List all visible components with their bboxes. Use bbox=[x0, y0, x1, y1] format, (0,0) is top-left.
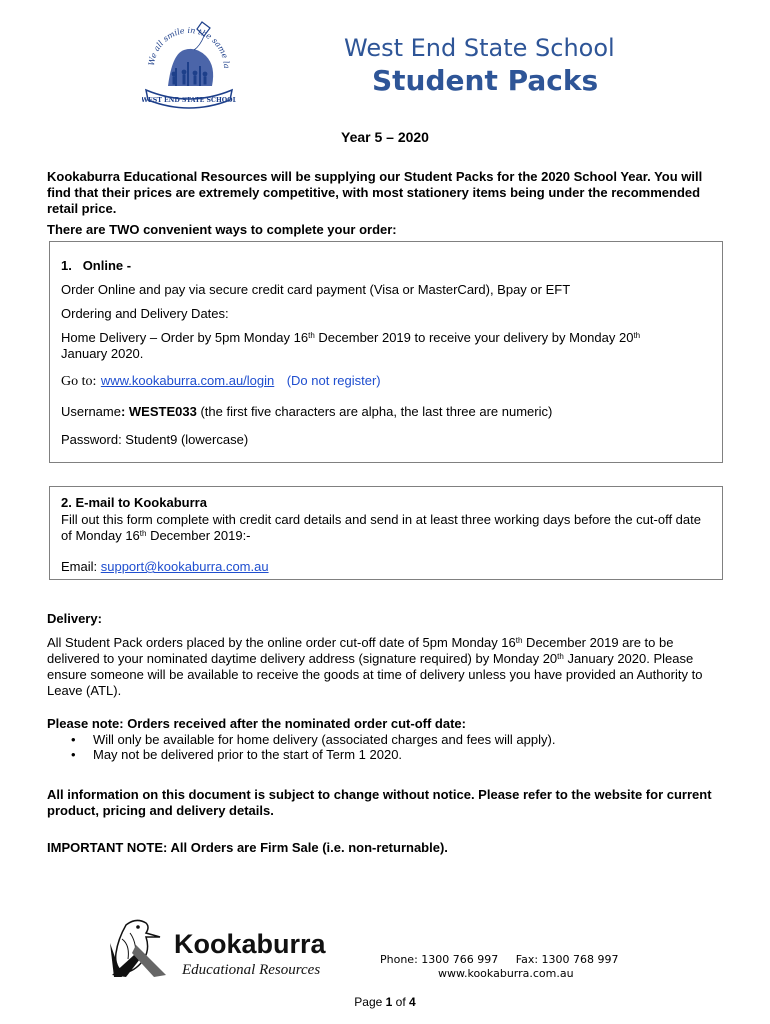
support-email-link[interactable]: support@kookaburra.com.au bbox=[100, 559, 269, 574]
online-heading-number: 1. bbox=[61, 258, 72, 273]
footer-phone: Phone: 1300 766 997 bbox=[380, 953, 499, 966]
username-label: Username bbox=[61, 404, 121, 419]
online-heading bbox=[61, 258, 131, 274]
delivery-part-1: All Student Pack orders placed by the online order cut-off date of 5pm Monday 16 bbox=[47, 635, 516, 650]
kookaburra-logo bbox=[106, 915, 356, 977]
delivery-part-2: December 2019 are to be delivered to your nominated daytime delivery address (signature required) by Monday 20 bbox=[47, 635, 674, 666]
footer-brand-name: Kookaburra bbox=[174, 929, 326, 959]
page-label: Page bbox=[354, 995, 386, 1009]
home-delivery-text bbox=[61, 330, 701, 362]
email-heading: 2. E-mail to Kookaburra bbox=[61, 495, 207, 510]
page-of: of bbox=[392, 995, 410, 1009]
password-line: Password: Student9 (lowercase) bbox=[61, 432, 249, 447]
page-number bbox=[0, 995, 770, 1009]
home-delivery-part-2: December 2019 to receive your delivery by Monday 20 bbox=[314, 330, 634, 345]
home-delivery-part-1: Home Delivery – Order by 5pm Monday 16 bbox=[61, 330, 309, 345]
username-value: : WESTE033 bbox=[120, 404, 197, 419]
please-note-heading: Please note: Orders received after the nominated order cut-off date: bbox=[47, 716, 466, 731]
ordinal-suffix: th bbox=[515, 636, 523, 645]
kookaburra-login-link[interactable]: www.kookaburra.com.au/login bbox=[100, 373, 275, 388]
username-note: (the first five characters are alpha, the last three are numeric) bbox=[196, 404, 553, 419]
username-line bbox=[61, 404, 552, 420]
online-order-box bbox=[49, 241, 723, 463]
goto-label: Go to: bbox=[61, 374, 97, 389]
footer-fax: Fax: 1300 768 997 bbox=[515, 953, 619, 966]
delivery-part-3: January 2020. Please ensure someone will be available to receive the goods at time of delivery unless you have provided an Authority to Leave (ATL). bbox=[47, 651, 703, 698]
ordinal-suffix: th bbox=[308, 331, 315, 340]
delivery-heading: Delivery: bbox=[47, 611, 102, 626]
important-note: IMPORTANT NOTE: All Orders are Firm Sale (i.e. non-returnable). bbox=[47, 840, 448, 855]
school-crest-logo bbox=[142, 16, 236, 112]
email-instructions bbox=[61, 512, 711, 544]
footer-website: www.kookaburra.com.au bbox=[438, 967, 574, 980]
page-total: 4 bbox=[409, 995, 416, 1009]
email-order-box bbox=[49, 486, 723, 580]
list-item: • Will only be available for home delivery (associated charges and fees will apply). bbox=[47, 732, 727, 747]
list-item: • May not be delivered prior to the start of Term 1 2020. bbox=[47, 747, 727, 762]
year-heading: Year 5 – 2020 bbox=[341, 129, 429, 145]
footer-brand-subtitle: Educational Resources bbox=[182, 962, 321, 977]
intro-paragraph: Kookaburra Educational Resources will be supplying our Student Packs for the 2020 School Year. You will find that their prices are extremely competitive, with most stationery items being under the recommended retail price. bbox=[47, 169, 703, 216]
ways-heading: There are TWO convenient ways to complete your order: bbox=[47, 222, 397, 237]
home-delivery-part-3: January 2020. bbox=[61, 346, 144, 361]
ordinal-suffix: th bbox=[633, 331, 641, 340]
footer-contact bbox=[380, 953, 619, 981]
email-label: Email: bbox=[61, 559, 101, 574]
online-payment-line: Order Online and pay via secure credit card payment (Visa or MasterCard), Bpay or EFT bbox=[61, 282, 571, 297]
email-instructions-part-1: Fill out this form complete with credit card details and send in at least three working days before the cut-off date of Monday 16 bbox=[61, 512, 701, 543]
document-title: Student Packs bbox=[372, 64, 599, 97]
ordinal-suffix: th bbox=[557, 652, 564, 661]
ordering-dates-heading: Ordering and Delivery Dates: bbox=[61, 306, 229, 321]
disclaimer-text: All information on this document is subject to change without notice. Please refer to the website for current product, pricing and delivery details. bbox=[47, 787, 712, 818]
delivery-paragraph bbox=[47, 635, 727, 699]
crest-banner-text: WEST END STATE SCHOOL bbox=[142, 97, 236, 104]
do-not-register-note: (Do not register) bbox=[286, 373, 381, 388]
school-name: West End State School bbox=[344, 34, 615, 62]
email-line bbox=[61, 559, 269, 575]
page-current: 1 bbox=[385, 995, 393, 1009]
crest-motto: We all smile in the same la bbox=[146, 25, 232, 69]
goto-line bbox=[61, 372, 381, 390]
ordinal-suffix: th bbox=[139, 529, 147, 538]
online-heading-text: Online - bbox=[82, 258, 132, 273]
kookaburra-bird-icon bbox=[110, 920, 166, 977]
email-instructions-part-2: December 2019:- bbox=[146, 528, 251, 543]
please-note-list bbox=[47, 732, 727, 762]
